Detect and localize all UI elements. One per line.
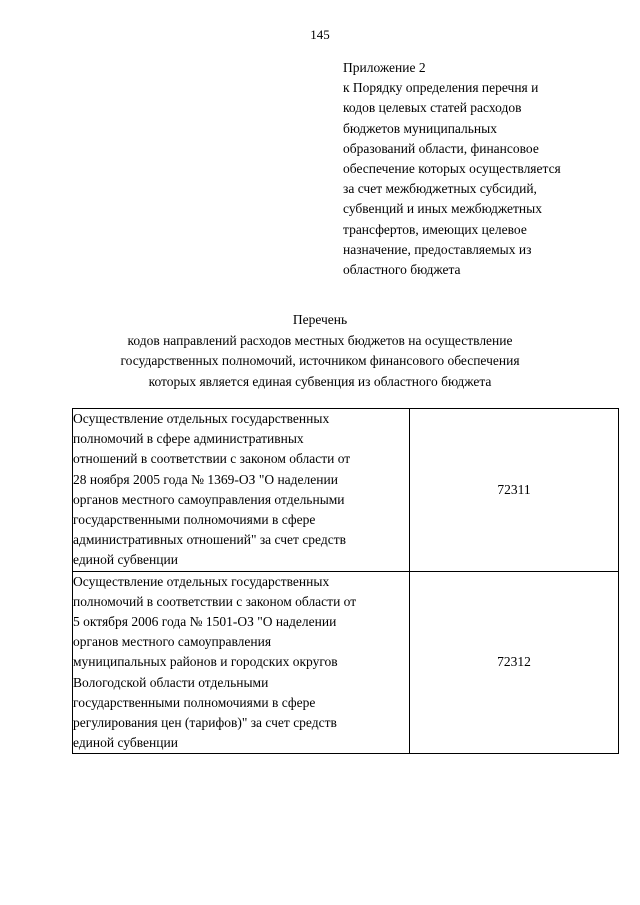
appendix-line: Приложение 2 [343, 60, 426, 75]
appendix-line: бюджетов муниципальных [343, 120, 497, 136]
description-line: административных отношений" за счет средств [73, 532, 347, 548]
description-line: муниципальных районов и городских округов [73, 654, 338, 670]
table-row [73, 571, 619, 754]
appendix-line: за счет межбюджетных субсидий, [343, 181, 537, 197]
description-line: регулирования цен (тарифов)" за счет средств [73, 715, 337, 731]
title-line: государственных полномочий, источником финансового обеспечения [120, 353, 520, 368]
description-line: органов местного самоуправления отдельными [73, 491, 345, 507]
title-line: кодов направлений расходов местных бюджетов на осуществление [127, 332, 513, 348]
description-cell [73, 571, 410, 754]
description-line: единой субвенции [73, 552, 178, 568]
description-line: 28 ноября 2005 года № 1369-ОЗ "О наделении [73, 471, 338, 487]
description-line: Вологодской области отдельными [73, 674, 269, 690]
code-cell: 72311 [410, 409, 619, 572]
codes-table [72, 408, 619, 754]
appendix-line: кодов целевых статей расходов [343, 100, 522, 116]
description-line: государственными полномочиями в сфере [73, 694, 316, 710]
title-line: которых является единая субвенция из областного бюджета [148, 373, 492, 389]
description-line: 5 октября 2006 года № 1501-ОЗ "О наделении [73, 614, 337, 630]
appendix-line: образований области, финансовое [343, 140, 539, 156]
description-line: полномочий в сфере административных [73, 431, 304, 447]
appendix-line: к Порядку определения перечня и [343, 80, 539, 96]
appendix-line: назначение, предоставляемых из [343, 241, 532, 257]
description-cell [73, 409, 410, 572]
description-line: государственными полномочиями в сфере [73, 512, 316, 528]
document-title [0, 310, 640, 392]
code-cell: 72312 [410, 571, 619, 754]
description-line: органов местного самоуправления [73, 634, 272, 650]
description-line: единой субвенции [73, 735, 178, 751]
appendix-line: трансфертов, имеющих целевое [343, 221, 527, 237]
appendix-line: обеспечение которых осуществляется [343, 161, 561, 177]
description-line: Осуществление отдельных государственных [73, 573, 330, 589]
appendix-line: субвенций и иных межбюджетных [343, 201, 542, 217]
description-line: полномочий в соответствии с законом области от [73, 593, 357, 609]
appendix-header [343, 58, 633, 280]
description-line: Осуществление отдельных государственных [73, 411, 330, 426]
table-row [73, 409, 619, 572]
title-line: Перечень [292, 312, 348, 327]
description-line: отношений в соответствии с законом области от [73, 451, 351, 467]
appendix-line: областного бюджета [343, 262, 461, 278]
page-number: 145 [310, 27, 330, 42]
